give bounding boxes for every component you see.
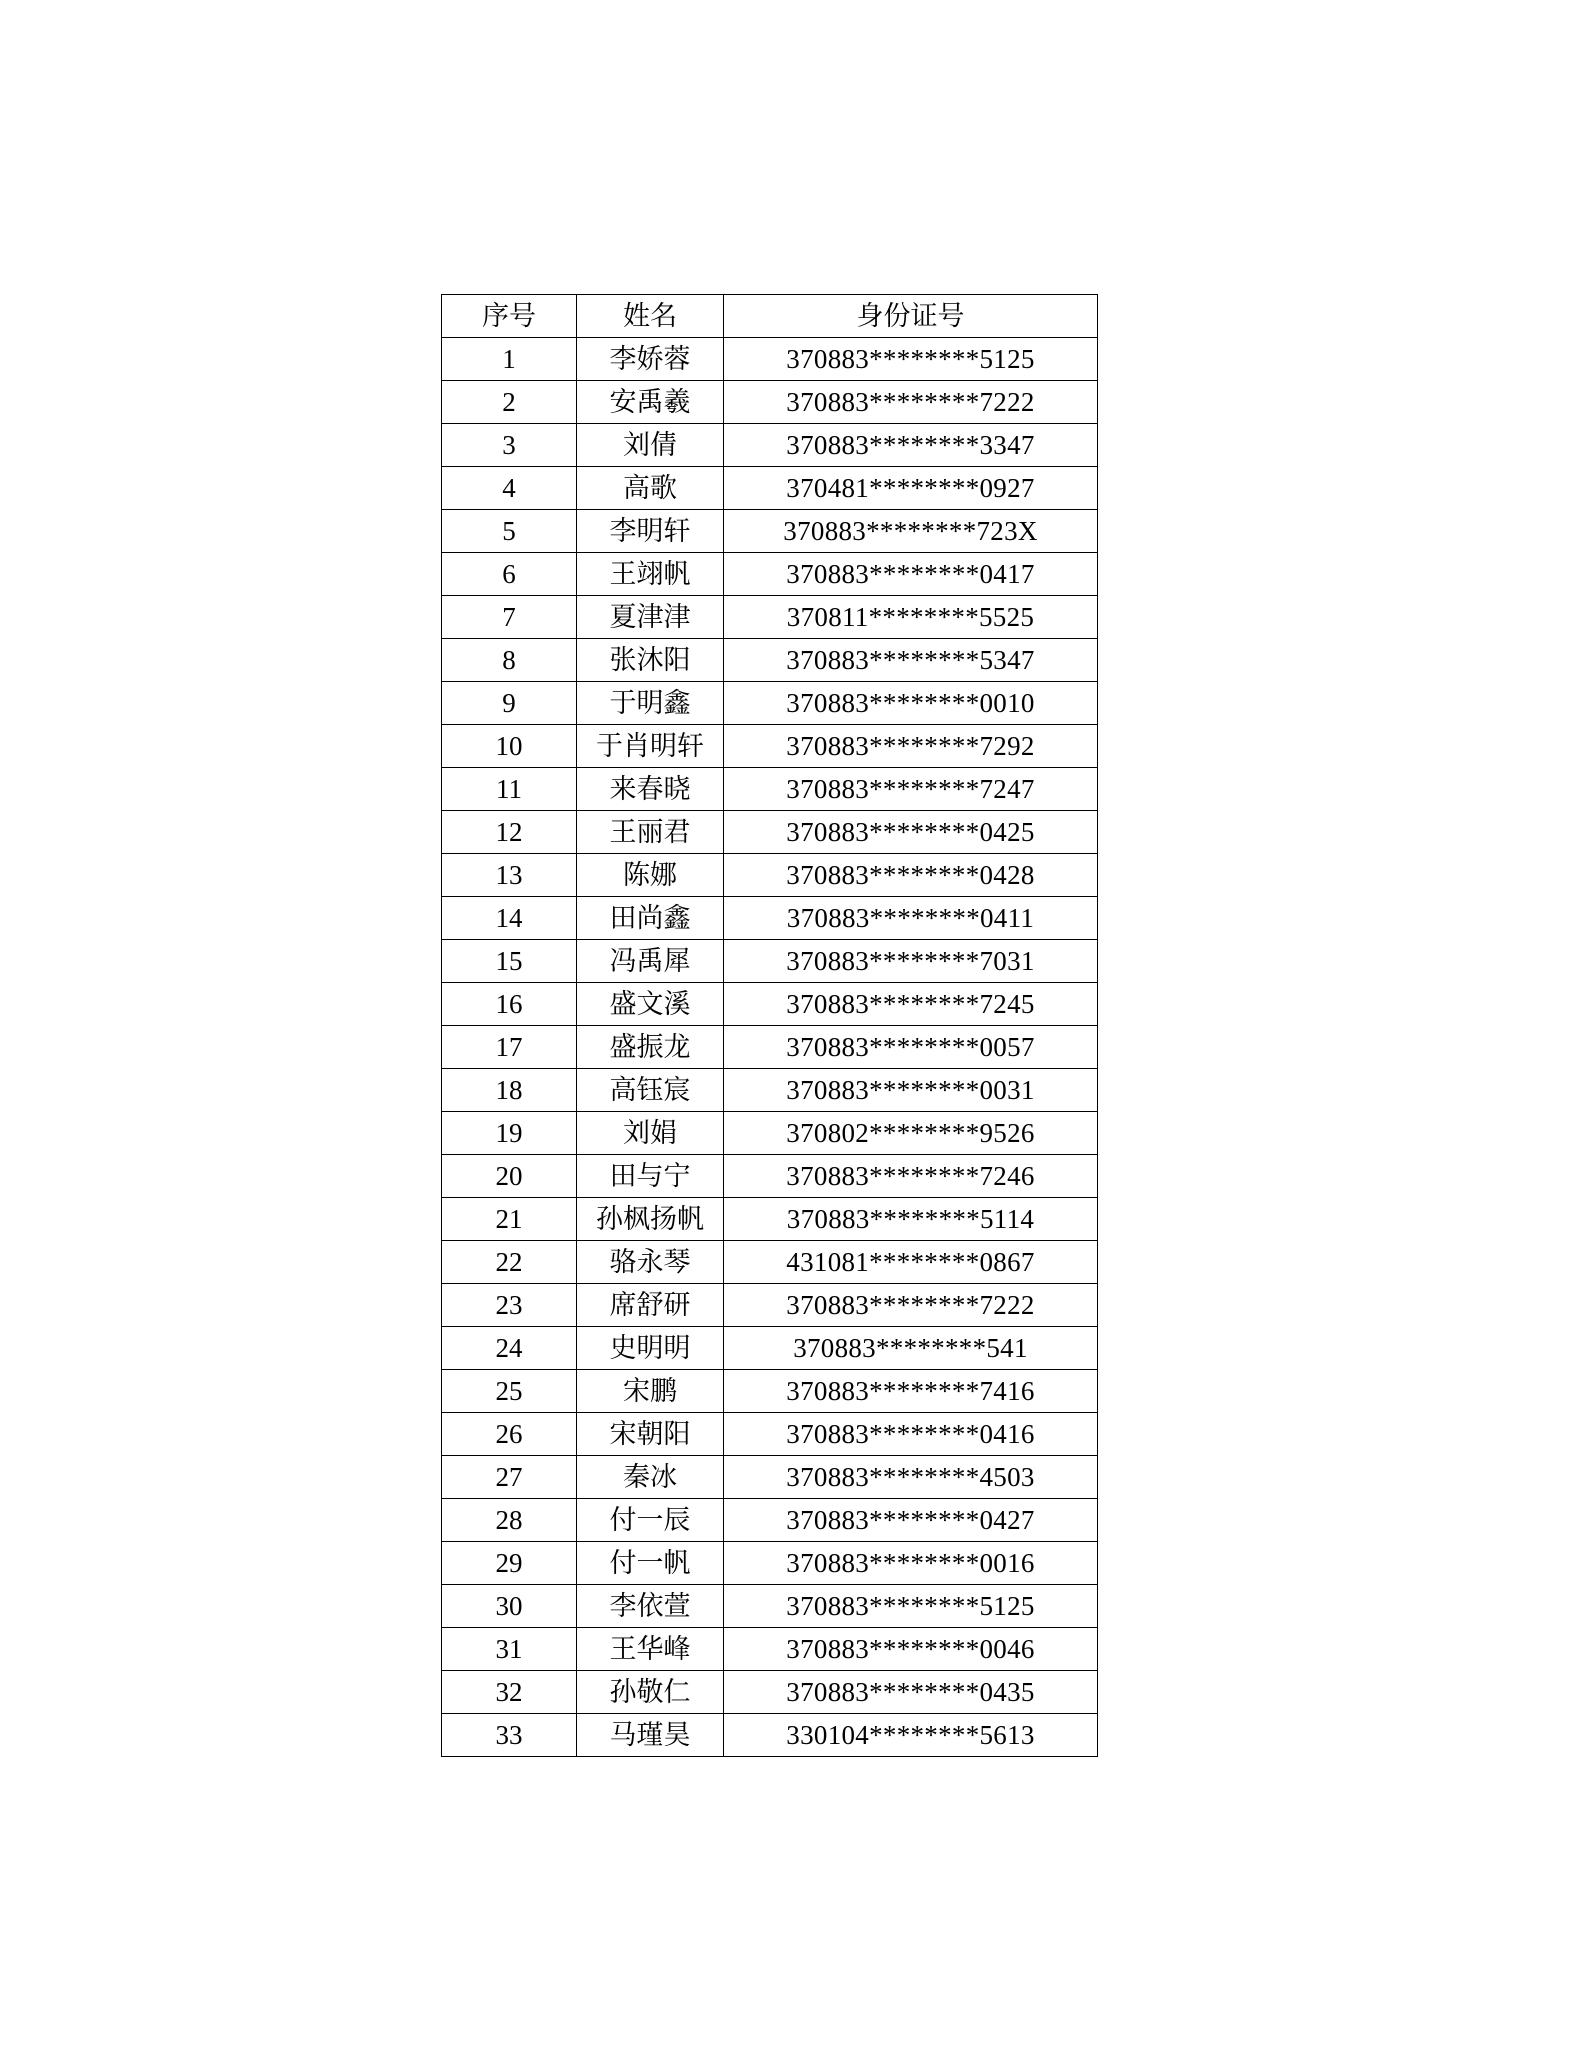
cell-index: 31 [442, 1628, 577, 1671]
cell-name: 马瑾昊 [577, 1714, 724, 1757]
cell-id-number: 431081********0867 [724, 1241, 1098, 1284]
table-row [442, 768, 1098, 811]
cell-id-number: 370883********0046 [724, 1628, 1098, 1671]
table-row [442, 1198, 1098, 1241]
cell-name: 骆永琴 [577, 1241, 724, 1284]
cell-index: 32 [442, 1671, 577, 1714]
cell-id-number: 370883********0428 [724, 854, 1098, 897]
table-row [442, 510, 1098, 553]
table-row [442, 467, 1098, 510]
table-row [442, 1585, 1098, 1628]
cell-index: 7 [442, 596, 577, 639]
cell-index: 8 [442, 639, 577, 682]
table-row [442, 639, 1098, 682]
cell-id-number: 370883********541 [724, 1327, 1098, 1370]
cell-name: 王翊帆 [577, 553, 724, 596]
cell-name: 李明轩 [577, 510, 724, 553]
cell-name: 张沐阳 [577, 639, 724, 682]
table-row [442, 338, 1098, 381]
cell-id-number: 370802********9526 [724, 1112, 1098, 1155]
cell-id-number: 370883********0057 [724, 1026, 1098, 1069]
header-id-number: 身份证号 [724, 295, 1098, 338]
cell-name: 秦冰 [577, 1456, 724, 1499]
cell-id-number: 370883********0411 [724, 897, 1098, 940]
cell-id-number: 370883********5347 [724, 639, 1098, 682]
table-row [442, 1069, 1098, 1112]
cell-index: 33 [442, 1714, 577, 1757]
cell-id-number: 370883********0425 [724, 811, 1098, 854]
table-row [442, 1628, 1098, 1671]
table-row [442, 983, 1098, 1026]
cell-id-number: 370883********0435 [724, 1671, 1098, 1714]
cell-index: 17 [442, 1026, 577, 1069]
table-row [442, 1112, 1098, 1155]
table-row [442, 854, 1098, 897]
cell-id-number: 370883********7247 [724, 768, 1098, 811]
cell-index: 20 [442, 1155, 577, 1198]
cell-name: 刘娟 [577, 1112, 724, 1155]
cell-id-number: 370883********7222 [724, 381, 1098, 424]
cell-id-number: 370883********7245 [724, 983, 1098, 1026]
table-body [442, 338, 1098, 1757]
table-row [442, 1714, 1098, 1757]
table-row [442, 424, 1098, 467]
table-row [442, 1542, 1098, 1585]
table-row [442, 897, 1098, 940]
cell-index: 28 [442, 1499, 577, 1542]
cell-id-number: 370883********5125 [724, 1585, 1098, 1628]
table-row [442, 553, 1098, 596]
cell-id-number: 370883********0427 [724, 1499, 1098, 1542]
cell-name: 夏津津 [577, 596, 724, 639]
cell-name: 史明明 [577, 1327, 724, 1370]
cell-name: 王华峰 [577, 1628, 724, 1671]
table-row [442, 1671, 1098, 1714]
cell-index: 2 [442, 381, 577, 424]
cell-id-number: 370883********7292 [724, 725, 1098, 768]
cell-id-number: 370883********7416 [724, 1370, 1098, 1413]
cell-name: 刘倩 [577, 424, 724, 467]
cell-index: 18 [442, 1069, 577, 1112]
cell-index: 1 [442, 338, 577, 381]
cell-name: 田与宁 [577, 1155, 724, 1198]
cell-id-number: 370883********0031 [724, 1069, 1098, 1112]
cell-name: 高钰宸 [577, 1069, 724, 1112]
cell-name: 付一帆 [577, 1542, 724, 1585]
cell-id-number: 370883********7031 [724, 940, 1098, 983]
cell-index: 6 [442, 553, 577, 596]
table-row [442, 1456, 1098, 1499]
cell-index: 5 [442, 510, 577, 553]
cell-id-number: 370883********723X [724, 510, 1098, 553]
cell-name: 王丽君 [577, 811, 724, 854]
roster-table [441, 294, 1098, 1757]
table-row [442, 1370, 1098, 1413]
cell-id-number: 370811********5525 [724, 596, 1098, 639]
cell-index: 23 [442, 1284, 577, 1327]
cell-index: 29 [442, 1542, 577, 1585]
cell-index: 21 [442, 1198, 577, 1241]
cell-index: 26 [442, 1413, 577, 1456]
cell-index: 14 [442, 897, 577, 940]
cell-id-number: 370883********5125 [724, 338, 1098, 381]
table-row [442, 1155, 1098, 1198]
table-header-row [442, 295, 1098, 338]
cell-index: 19 [442, 1112, 577, 1155]
cell-name: 孙敬仁 [577, 1671, 724, 1714]
table-row [442, 811, 1098, 854]
table-row [442, 1413, 1098, 1456]
table-row [442, 940, 1098, 983]
cell-name: 于肖明轩 [577, 725, 724, 768]
cell-name: 来春晓 [577, 768, 724, 811]
cell-index: 16 [442, 983, 577, 1026]
cell-index: 4 [442, 467, 577, 510]
cell-index: 27 [442, 1456, 577, 1499]
cell-id-number: 370481********0927 [724, 467, 1098, 510]
cell-name: 李依萱 [577, 1585, 724, 1628]
cell-index: 10 [442, 725, 577, 768]
table-row [442, 1499, 1098, 1542]
table-row [442, 725, 1098, 768]
cell-index: 13 [442, 854, 577, 897]
cell-name: 宋鹏 [577, 1370, 724, 1413]
table-row [442, 1284, 1098, 1327]
cell-name: 孙枫扬帆 [577, 1198, 724, 1241]
cell-id-number: 370883********7246 [724, 1155, 1098, 1198]
cell-name: 盛振龙 [577, 1026, 724, 1069]
cell-name: 高歌 [577, 467, 724, 510]
cell-index: 25 [442, 1370, 577, 1413]
table-row [442, 1026, 1098, 1069]
cell-id-number: 370883********5114 [724, 1198, 1098, 1241]
cell-name: 于明鑫 [577, 682, 724, 725]
cell-id-number: 370883********3347 [724, 424, 1098, 467]
cell-index: 9 [442, 682, 577, 725]
cell-name: 李娇蓉 [577, 338, 724, 381]
cell-name: 宋朝阳 [577, 1413, 724, 1456]
header-index: 序号 [442, 295, 577, 338]
cell-name: 田尚鑫 [577, 897, 724, 940]
cell-name: 盛文溪 [577, 983, 724, 1026]
cell-index: 3 [442, 424, 577, 467]
cell-name: 安禹羲 [577, 381, 724, 424]
cell-id-number: 370883********4503 [724, 1456, 1098, 1499]
cell-index: 12 [442, 811, 577, 854]
cell-id-number: 370883********7222 [724, 1284, 1098, 1327]
cell-id-number: 370883********0016 [724, 1542, 1098, 1585]
table-row [442, 381, 1098, 424]
cell-index: 22 [442, 1241, 577, 1284]
table-row [442, 1327, 1098, 1370]
cell-index: 30 [442, 1585, 577, 1628]
cell-id-number: 370883********0416 [724, 1413, 1098, 1456]
table-row [442, 682, 1098, 725]
cell-index: 15 [442, 940, 577, 983]
cell-name: 陈娜 [577, 854, 724, 897]
cell-id-number: 370883********0010 [724, 682, 1098, 725]
cell-name: 席舒研 [577, 1284, 724, 1327]
cell-index: 11 [442, 768, 577, 811]
cell-id-number: 330104********5613 [724, 1714, 1098, 1757]
cell-name: 冯禹犀 [577, 940, 724, 983]
table-row [442, 596, 1098, 639]
table-row [442, 1241, 1098, 1284]
header-name: 姓名 [577, 295, 724, 338]
cell-name: 付一辰 [577, 1499, 724, 1542]
cell-index: 24 [442, 1327, 577, 1370]
cell-id-number: 370883********0417 [724, 553, 1098, 596]
